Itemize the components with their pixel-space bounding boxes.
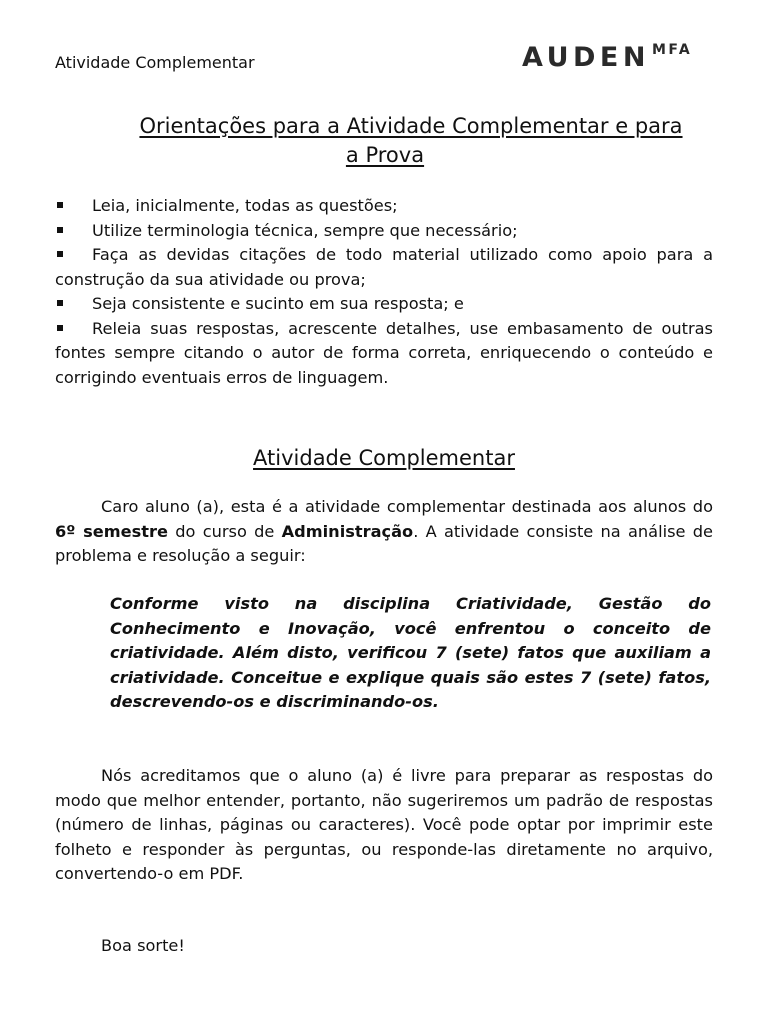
semester-label: 6º semestre bbox=[55, 521, 168, 541]
sign-off bbox=[55, 934, 713, 959]
intro-text-3: . A atividade consiste na análise de problema e resolução a seguir: bbox=[55, 521, 713, 565]
square-bullet-icon bbox=[55, 317, 92, 342]
intro-paragraph bbox=[55, 495, 713, 569]
square-bullet-icon bbox=[55, 219, 92, 244]
page-title-line2: a Prova bbox=[345, 143, 425, 167]
guideline-item bbox=[55, 317, 713, 391]
guideline-item bbox=[55, 194, 713, 219]
header-label: Atividade Complementar bbox=[55, 53, 255, 72]
logo-superscript: MFA bbox=[651, 42, 693, 58]
guideline-item bbox=[55, 292, 713, 317]
auden-mfa-logo bbox=[522, 38, 692, 74]
guidelines-list bbox=[55, 194, 713, 390]
square-bullet-icon bbox=[55, 194, 92, 219]
guideline-text: Leia, inicialmente, todas as questões; bbox=[92, 196, 398, 215]
guideline-text: Releia suas respostas, acrescente detalhes, use embasamento de outras fontes sempre citando o autor de forma correta, enriquecendo o conteúdo e corrigindo eventuais erros de linguagem. bbox=[55, 318, 713, 387]
guideline-item bbox=[55, 243, 713, 292]
sign-off-text: Boa sorte! bbox=[101, 936, 185, 955]
guideline-text: Seja consistente e sucinto em sua resposta; e bbox=[92, 294, 464, 313]
closing-paragraph bbox=[55, 764, 713, 887]
assignment-question: Conforme visto na disciplina Criatividade, Gestão do Conhecimento e Inovação, você enfrentou o conceito de criatividade. Além disto, verificou 7 (sete) fatos que auxiliam a criatividade. Conceitue e explique quais são estes 7 (sete) fatos, descrevendo-os e discriminando-os. bbox=[110, 594, 711, 711]
square-bullet-icon bbox=[55, 243, 92, 268]
section-heading bbox=[55, 444, 713, 472]
section-heading-text: Atividade Complementar bbox=[253, 446, 515, 470]
logo-main-text: AUDEN bbox=[522, 42, 650, 73]
page-title bbox=[55, 112, 715, 170]
intro-text-2: do curso de bbox=[167, 521, 282, 541]
intro-text-1: Caro aluno (a), esta é a atividade complementar destinada aos alunos do bbox=[101, 497, 713, 516]
page-title-line1: Orientações para a Atividade Complementar e para bbox=[139, 114, 683, 138]
guideline-item bbox=[55, 219, 713, 244]
course-name: Administração bbox=[281, 521, 414, 541]
closing-text: Nós acreditamos que o aluno (a) é livre para preparar as respostas do modo que melhor entender, portanto, não sugeriremos um padrão de respostas (número de linhas, páginas ou caracteres). Você pode optar por imprimir este folheto e responder às perguntas, ou responde-las diretamente no arquivo, convertendo-o em PDF. bbox=[55, 766, 713, 883]
guideline-text: Faça as devidas citações de todo material utilizado como apoio para a construção da sua atividade ou prova; bbox=[55, 245, 713, 289]
guideline-text: Utilize terminologia técnica, sempre que necessário; bbox=[92, 220, 518, 240]
square-bullet-icon bbox=[55, 292, 92, 317]
